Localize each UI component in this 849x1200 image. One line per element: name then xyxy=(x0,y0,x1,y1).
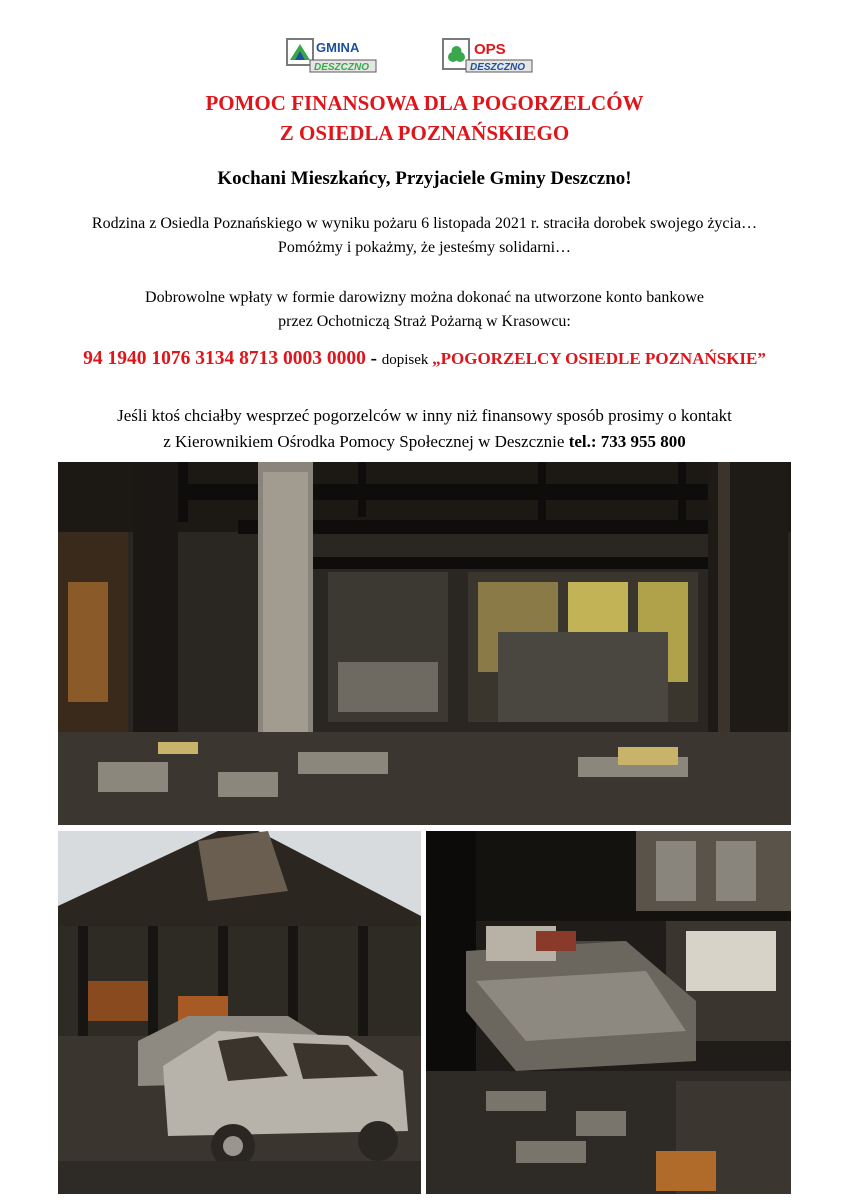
ops-logo-line1: OPS xyxy=(474,41,506,58)
contact-line-1: Jeśli ktoś chciałby wesprzeć pogorzelców w inny niż finansowy sposób prosimy o kontakt xyxy=(117,406,732,425)
page-title-line-2: Z OSIEDLA POZNAŃSKIEGO xyxy=(279,121,570,145)
account-dash: - xyxy=(365,348,382,369)
donation-line-2: przez Ochotniczą Straż Pożarną w Krasowcu: xyxy=(278,313,571,330)
logos-row xyxy=(0,38,849,78)
greeting: Kochani Mieszkańcy, Przyjaciele Gminy Deszczno! xyxy=(217,168,632,189)
photo-burned-bedroom xyxy=(426,831,791,1194)
ops-logo-line2: DESZCZNO xyxy=(470,62,525,73)
donation-line-1: Dobrowolne wpłaty w formie darowizny można dokonać na utworzone konto bankowe xyxy=(145,289,704,306)
page-title-line-1: POMOC FINANSOWA DLA POGORZELCÓW xyxy=(205,91,644,115)
bank-account-number: 94 1940 1076 3134 8713 0003 0000 xyxy=(83,348,366,369)
intro-line-1: Rodzina z Osiedla Poznańskiego w wyniku pożaru 6 listopada 2021 r. straciła dorobek swojego życia… xyxy=(91,215,758,232)
intro-line-2: Pomóżmy i pokażmy, że jesteśmy solidarni… xyxy=(277,239,572,256)
gmina-logo-line1: GMINA xyxy=(316,40,360,55)
gmina-deszczno-logo xyxy=(286,38,378,74)
contact-phone: tel.: 733 955 800 xyxy=(568,432,686,451)
photo-burned-house-and-cars xyxy=(58,831,421,1194)
transfer-note-label: dopisek xyxy=(381,352,433,368)
contact-line-2 xyxy=(0,429,849,455)
contact-line-2-text: z Kierownikiem Ośrodka Pomocy Społecznej w Deszcznie xyxy=(163,432,569,451)
bank-account-line xyxy=(0,348,849,370)
transfer-note-text: „POGORZELCY OSIEDLE POZNAŃSKIE” xyxy=(432,349,766,368)
ops-deszczno-logo xyxy=(442,38,534,74)
photo-burned-interior xyxy=(58,462,791,825)
gmina-logo-line2: DESZCZNO xyxy=(314,62,369,73)
